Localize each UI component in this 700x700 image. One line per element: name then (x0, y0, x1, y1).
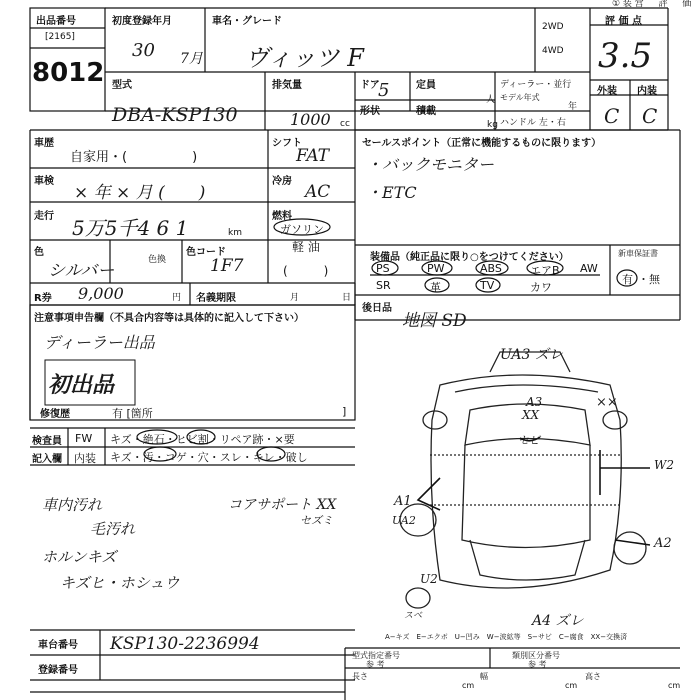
diagram-ua3: UA3 ズレ (500, 347, 563, 363)
model-value: DBA-KSP130 (112, 104, 238, 126)
inspection-value: × 年 × 月 ( ) (74, 183, 206, 203)
inspector-note-1b: コアサポート XX (228, 497, 337, 513)
sales-points-label: セールスポイント（正常に機能するものに限ります） (362, 138, 602, 149)
equip-aw: AW (580, 262, 598, 275)
car-name: ヴィッツ F (245, 44, 364, 72)
capacity-label: 定員 (416, 80, 436, 91)
equip-leather: 革 (430, 281, 441, 294)
damage-legend: A−キズ E−エクボ U−凹み W−波絋等 S−サビ C−腐食 XX−交換済 (385, 633, 628, 641)
handle-label: ハンドル 左・右 (500, 118, 566, 128)
fuel-oil: 軽 油 (292, 240, 320, 254)
repair-close: ] (342, 405, 347, 418)
load-label: 積載 (416, 106, 436, 117)
shift-value: FAT (296, 146, 330, 166)
ac-value: AC (305, 182, 331, 202)
inspection-label: 車検 (34, 176, 54, 187)
reg-expiry-label: 名義期限 (196, 293, 236, 304)
inspector-row-1: キズ・絶石・ヒビ割・リペア跡・×要 (110, 433, 295, 446)
color-code-value: 1F7 (210, 256, 244, 276)
interior-label: 内装 (74, 452, 96, 465)
ext-grade: C (604, 104, 620, 128)
reference-2: 参 考 (528, 660, 547, 669)
drive-2wd: 2WD (542, 22, 564, 32)
inspector-note-1: 車内汚れ (42, 496, 103, 514)
equipment-label: 装備品（純正品に限り○をつけてください） (370, 252, 569, 263)
damage-marks (418, 437, 650, 545)
doors-value: 5 (378, 80, 390, 101)
inspector-note-3: ホルンキズ (42, 548, 117, 566)
ext-label: 外装 (597, 86, 617, 97)
category-number-label: 類別区分番号 (512, 651, 560, 660)
warranty-no: ・無 (638, 273, 660, 286)
equip-abs: ABS (480, 262, 502, 275)
inspector-row-2: キズ・汚・コゲ・穴・スレ・キレ・破し (110, 451, 308, 464)
history-value: 自家用・( ) (70, 150, 198, 165)
equip-airbag: エアB (530, 264, 560, 277)
reference-1: 参 考 (366, 660, 385, 669)
int-label: 内装 (637, 86, 657, 97)
fw-label: FW (75, 432, 93, 445)
km-unit: km (228, 228, 242, 238)
first-reg-year: 30 (132, 40, 155, 61)
equip-ps: PS (376, 262, 390, 275)
entry-label: 記入欄 (32, 454, 62, 465)
width-label: 幅 (480, 672, 488, 681)
diagram-sube: スベ (404, 611, 423, 621)
lot-label: 出品番号 (36, 16, 76, 27)
warranty-label: 新車保証書 (618, 249, 658, 258)
notes-line-2: 初出品 (48, 372, 115, 398)
inspector-note-2: 毛汚れ (90, 520, 136, 538)
diagram-a2: A2 (654, 536, 672, 551)
displacement-value: 1000 (290, 110, 331, 129)
diagram-a4: A4 ズレ (532, 613, 584, 629)
diagram-u2: U2 (420, 572, 438, 586)
lot-number: 8012 (32, 58, 105, 88)
year-suffix: 年 (568, 102, 578, 112)
aftermarket-value: 地図 SD (402, 311, 467, 331)
doors-label: ドア (360, 80, 380, 91)
drive-4wd: 4WD (542, 46, 564, 56)
equip-tv: TV (480, 279, 495, 292)
height-label: 高さ (585, 672, 601, 681)
sales-point-2: ・ETC (366, 183, 417, 202)
diagram-a1: A1 (394, 494, 412, 509)
recycle-value: 9,000 (78, 284, 124, 303)
lot-sub: [2165] (45, 32, 75, 42)
inspector-note-1c: セズミ (300, 514, 333, 527)
ac-label: 冷房 (272, 176, 292, 187)
score-label: 評 価 点 (605, 16, 642, 27)
history-label: 車歴 (34, 138, 54, 149)
chassis-label: 車台番号 (38, 640, 78, 651)
person-unit: 人 (486, 95, 496, 105)
recycle-label: R券 (34, 293, 52, 304)
color-label: 色 (34, 247, 44, 258)
repair-label: 修復歴 (40, 409, 70, 420)
cm-unit-2: cm (565, 681, 578, 690)
fuel-gas: ガソリン (280, 223, 324, 236)
mileage-value: 5万5千4 6 1 (72, 216, 189, 240)
score: 3.5 (598, 36, 653, 76)
cc-unit: cc (340, 119, 350, 129)
diagram-a3: A3 (526, 395, 543, 409)
repair-value: 有 [箇所 (112, 407, 153, 420)
dealer-label: ディーラー・並行 (500, 80, 572, 90)
top-right-partial: ① 装 営 評 価 (612, 0, 692, 9)
cm-unit-3: cm (668, 681, 681, 690)
cm-unit-1: cm (462, 681, 475, 690)
fuel-paren: ( ) (283, 264, 329, 278)
length-label: 長さ (352, 672, 368, 681)
color-change-label: 色換 (148, 255, 167, 265)
shape-label: 形状 (360, 106, 380, 117)
aftermarket-label: 後日品 (362, 303, 392, 314)
displacement-label: 排気量 (272, 80, 302, 91)
diagram-xx2: ×× (596, 395, 618, 410)
notes-label: 注意事項申告欄（不具合内容等は具体的に記入して下さい） (34, 313, 304, 324)
car-name-label: 車名・グレード (212, 16, 282, 27)
type-designation-label: 型式指定番号 (352, 651, 400, 660)
equip-kawa: カワ (530, 281, 552, 294)
int-grade: C (642, 104, 658, 128)
kg-unit: kg (487, 120, 498, 130)
color-value: シルバー (48, 261, 115, 281)
month-unit: 月 (290, 293, 300, 303)
inspector-label: 検査員 (32, 436, 62, 447)
diagram-xx: XX (522, 408, 540, 422)
sales-point-1: ・バックモニター (366, 155, 495, 174)
equip-sr: SR (376, 279, 391, 292)
inspector-note-4: キズヒ・ホシュウ (60, 574, 180, 592)
plate-label: 登録番号 (38, 665, 78, 676)
notes-line-1: ディーラー出品 (44, 333, 155, 352)
model-year-label: モデル年式 (500, 93, 540, 102)
diagram-w2: W2 (654, 458, 674, 472)
chassis-value: KSP130-2236994 (110, 634, 260, 654)
fuel-label: 燃料 (272, 211, 292, 222)
first-reg-month: 7月 (180, 51, 203, 67)
mileage-label: 走行 (34, 211, 54, 222)
color-code-label: 色コード (186, 247, 226, 258)
diagram-ua2: UA2 (392, 514, 416, 527)
day-unit: 日 (342, 293, 352, 303)
model-label: 型式 (112, 80, 132, 91)
diagram-sebi: セビ (518, 434, 540, 447)
yen-unit: 円 (172, 293, 182, 303)
equip-pw: PW (427, 262, 445, 275)
warranty-yes: 有 (622, 273, 633, 286)
first-reg-label: 初度登録年月 (112, 16, 172, 27)
shift-label: シフト (272, 138, 302, 149)
